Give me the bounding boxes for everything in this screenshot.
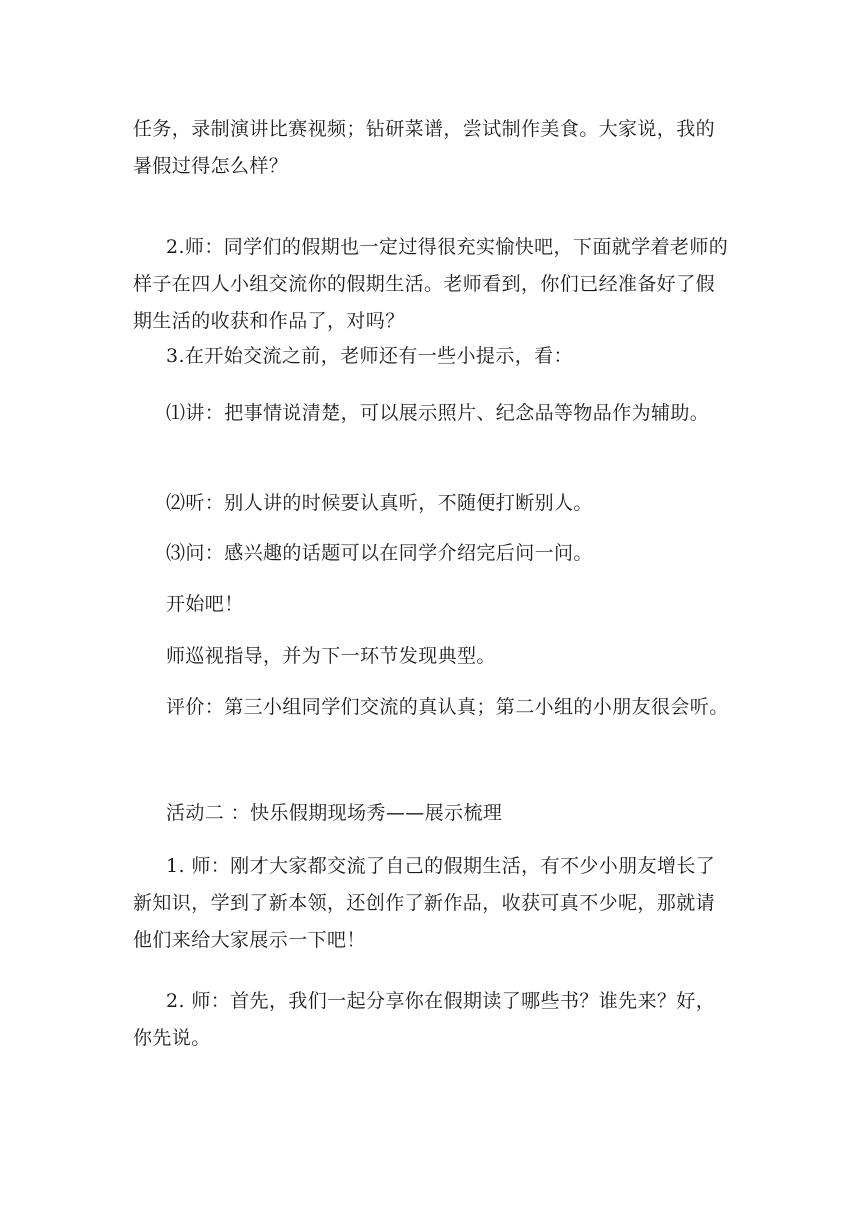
- paragraph-teacher-patrol: 师巡视指导，并为下一环节发现典型。: [166, 645, 496, 667]
- paragraph-tip-ask: ⑶问：感兴趣的话题可以在同学介绍完后问一问。: [166, 542, 593, 564]
- paragraph-activity-step-1: 1. 师：刚才大家都交流了自己的假期生活，有不少小朋友增长了新知识，学到了新本领，还创作了新作品，收获可真不少呢，那就请他们来给大家展示一下吧！: [133, 855, 716, 951]
- paragraph-evaluation: 评价：第三小组同学们交流的真认真；第二小组的小朋友很会听。: [166, 696, 729, 718]
- paragraph-step-3: 3.在开始交流之前，老师还有一些小提示，看：: [166, 345, 573, 367]
- paragraph-intro-continuation: 任务，录制演讲比赛视频；钻研菜谱，尝试制作美食。大家说，我的暑假过得怎么样？: [133, 118, 716, 177]
- paragraph-step-2: 2.师：同学们的假期也一定过得很充实愉快吧，下面就学着老师的样子在四人小组交流你的假期生活。老师看到，你们已经准备好了假期生活的收获和作品了，对吗？: [133, 236, 729, 332]
- paragraph-start: 开始吧！: [166, 593, 244, 615]
- paragraph-tip-listen: ⑵听：别人讲的时候要认真听，不随便打断别人。: [166, 492, 593, 514]
- paragraph-tip-speak: ⑴讲：把事情说清楚，可以展示照片、纪念品等物品作为辅助。: [166, 402, 710, 424]
- activity-two-heading: 活动二 ：快乐假期现场秀——展示梳理: [166, 802, 503, 824]
- paragraph-activity-step-2: 2. 师：首先，我们一起分享你在假期读了哪些书？谁先来？好，你先说。: [133, 990, 716, 1049]
